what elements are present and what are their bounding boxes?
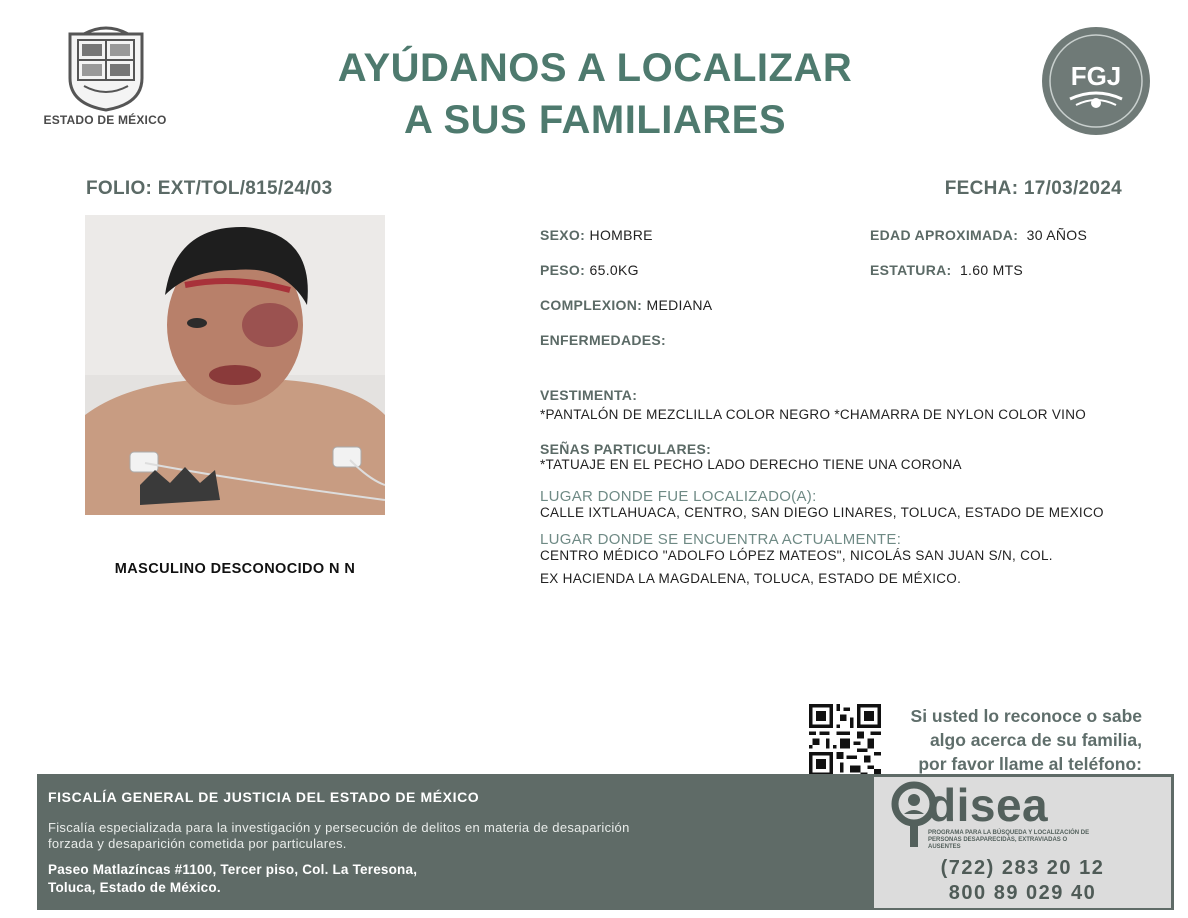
localizado-value: CALLE IXTLAHUACA, CENTRO, SAN DIEGO LINARES, TOLUCA, ESTADO DE MEXICO xyxy=(540,505,1104,520)
estado-de-mexico-coat-of-arms-icon xyxy=(64,20,148,112)
report-date: FECHA: 17/03/2024 xyxy=(944,178,1122,199)
footer-address-line-1: Paseo Matlazíncas #1100, Tercer piso, Col. La Teresona, xyxy=(48,862,418,877)
page-title xyxy=(250,42,940,146)
estado-de-mexico-caption: ESTADO DE MÉXICO xyxy=(43,113,167,127)
title-line-1: AYÚDANOS A LOCALIZAR xyxy=(337,46,853,90)
peso-value: 65.0KG xyxy=(589,262,639,278)
sexo-label: SEXO: xyxy=(540,227,586,243)
sexo-value: HOMBRE xyxy=(589,227,653,243)
folio-number: FOLIO: EXT/TOL/815/24/03 xyxy=(86,178,333,199)
complexion-label: COMPLEXION: xyxy=(540,297,643,313)
call-to-action xyxy=(880,704,1142,776)
fgj-logo-text: FGJ xyxy=(1070,61,1122,91)
peso-row xyxy=(540,262,639,280)
sexo-row xyxy=(540,227,653,245)
enfermedades-label: ENFERMEDADES: xyxy=(540,332,667,348)
edad-label: EDAD APROXIMADA: xyxy=(870,227,1019,243)
estatura-row xyxy=(870,262,1023,280)
enfermedades-row xyxy=(540,332,666,350)
fgj-seal-icon xyxy=(1040,25,1152,137)
edad-value: 30 AÑOS xyxy=(1026,227,1088,243)
senas-value: *TATUAJE EN EL PECHO LADO DERECHO TIENE UNA CORONA xyxy=(540,457,962,472)
estatura-value: 1.60 MTS xyxy=(959,262,1024,278)
actual-location-line-1: CENTRO MÉDICO "ADOLFO LÓPEZ MATEOS", NICOLÁS SAN JUAN S/N, COL. xyxy=(540,548,1053,563)
complexion-value: MEDIANA xyxy=(646,297,713,313)
qr-code-icon[interactable] xyxy=(809,704,881,776)
footer-address-line-2: Toluca, Estado de México. xyxy=(48,880,221,895)
title-line-2: A SUS FAMILIARES xyxy=(403,98,787,142)
edad-row xyxy=(870,227,1087,245)
call-line-1: Si usted lo reconoce o sabe xyxy=(910,706,1142,726)
peso-label: PESO: xyxy=(540,262,586,278)
localizado-label: LUGAR DONDE FUE LOCALIZADO(A): xyxy=(540,488,817,505)
estatura-label: ESTATURA: xyxy=(870,262,952,278)
footer-org-name: FISCALÍA GENERAL DE JUSTICIA DEL ESTADO DE MÉXICO xyxy=(48,789,480,805)
vestimenta-label: VESTIMENTA: xyxy=(540,387,638,403)
complexion-row xyxy=(540,297,712,315)
senas-label: SEÑAS PARTICULARES: xyxy=(540,441,712,457)
actual-location-line-2: EX HACIENDA LA MAGDALENA, TOLUCA, ESTADO DE MÉXICO. xyxy=(540,571,962,586)
vestimenta-value: *PANTALÓN DE MEZCLILLA COLOR NEGRO *CHAMARRA DE NYLON COLOR VINO xyxy=(540,407,1087,422)
call-line-2: algo acerca de su familia, xyxy=(929,730,1142,750)
odisea-logo-text: disea xyxy=(928,779,1049,831)
call-line-3: por favor llame al teléfono: xyxy=(918,754,1142,774)
footer-description: Fiscalía especializada para la investigación y persecución de delitos en materia de desaparición forzada y desaparición cometida por particulares. xyxy=(48,820,630,851)
person-photo xyxy=(85,215,385,515)
actual-location-label: LUGAR DONDE SE ENCUENTRA ACTUALMENTE: xyxy=(540,531,902,548)
footer-address xyxy=(48,861,608,897)
person-name: MASCULINO DESCONOCIDO N N xyxy=(114,561,356,577)
odisea-program-text: PROGRAMA PARA LA BÚSQUEDA Y LOCALIZACIÓN DE PERSONAS DESAPARECIDAS, EXTRAVIADAS O AUSENTES xyxy=(928,830,1090,850)
phone-number-local[interactable]: (722) 283 20 12 xyxy=(940,857,1105,879)
phone-number-tollfree[interactable]: 800 89 029 40 xyxy=(948,882,1097,904)
